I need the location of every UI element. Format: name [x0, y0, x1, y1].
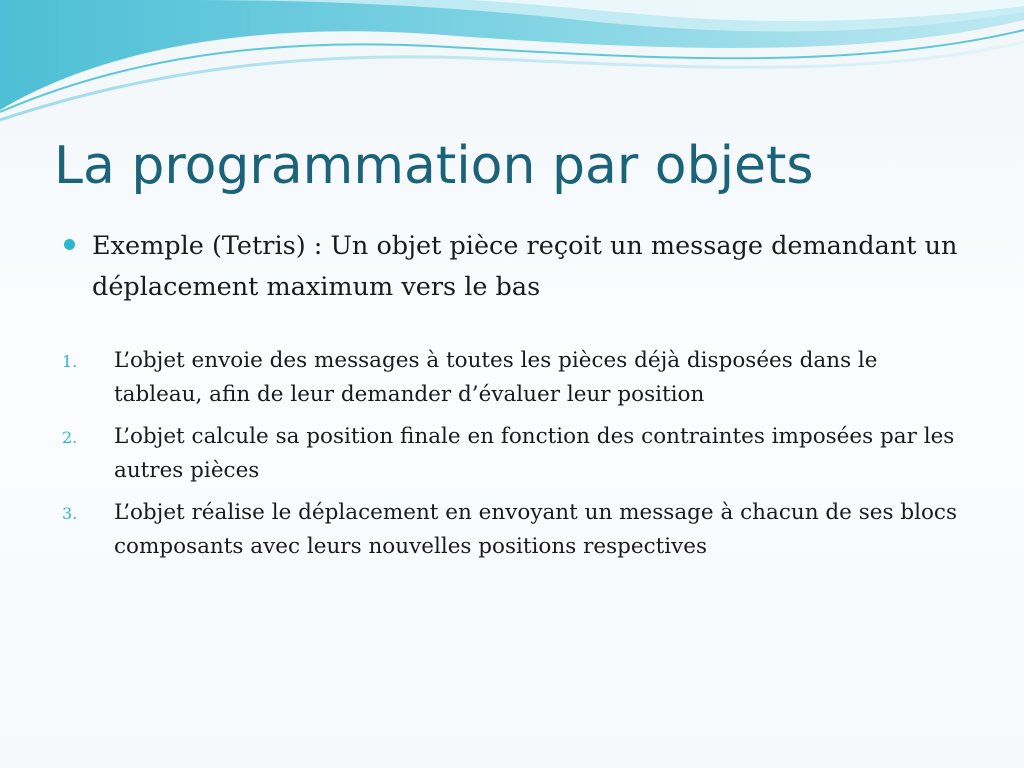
- list-item: [62, 420, 967, 488]
- list-item: [62, 496, 967, 564]
- list-item: [62, 344, 967, 412]
- list-item-text: L’objet envoie des messages à toutes les pièces déjà disposées dans le tableau, afin de leur demander d’évaluer leur position: [114, 348, 878, 407]
- header-wave-decoration: [0, 0, 1024, 130]
- slide-title: La programmation par objets: [54, 136, 814, 196]
- numbered-list: [62, 344, 967, 572]
- list-item-number: 1.: [62, 352, 78, 371]
- list-item-number: 2.: [62, 428, 78, 447]
- list-item-text: L’objet calcule sa position finale en fonction des contraintes imposées par les autres pièces: [114, 424, 955, 483]
- bullet-dot-icon: [64, 239, 75, 250]
- list-item-number: 3.: [62, 504, 78, 523]
- main-bullet: [62, 226, 962, 308]
- list-item-text: L’objet réalise le déplacement en envoyant un message à chacun de ses blocs composants avec leurs nouvelles positions respectives: [114, 500, 957, 559]
- main-bullet-text: Exemple (Tetris) : Un objet pièce reçoit un message demandant un déplacement maximum vers le bas: [92, 231, 958, 302]
